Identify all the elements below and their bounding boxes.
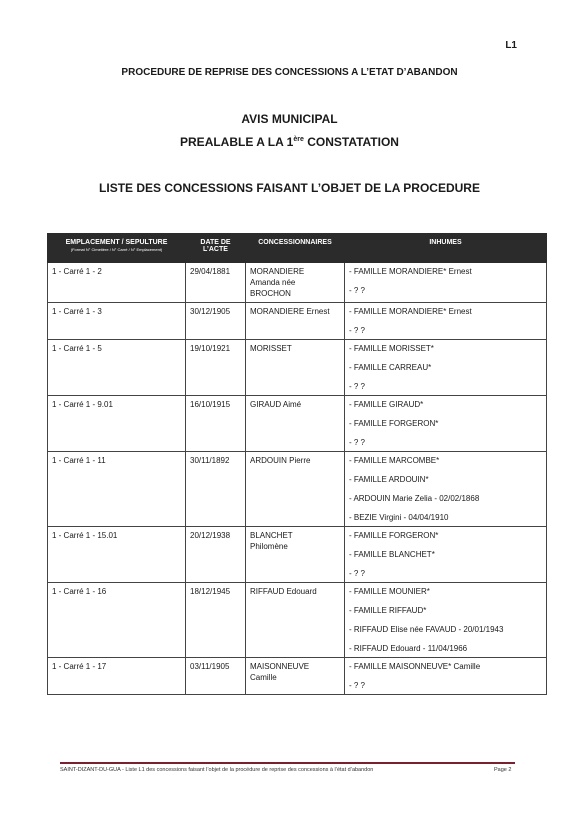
concessionnaire-line: RIFFAUD Edouard: [250, 587, 317, 596]
cell-emplacement: [48, 263, 186, 303]
inhume-line: - ? ?: [349, 438, 366, 447]
inhume-line: - FAMILLE MORANDIERE* Ernest: [349, 307, 472, 316]
cell-date: [186, 583, 246, 658]
cell-inhumes: [345, 658, 547, 695]
cell-concessionnaire: [246, 527, 345, 583]
notice-subtitle: [0, 135, 579, 149]
table-row: [48, 527, 547, 583]
inhume-line: - FAMILLE CARREAU*: [349, 363, 432, 372]
cell-concessionnaire: [246, 452, 345, 527]
footer-rule: [60, 762, 515, 764]
concessionnaire-line: BLANCHET: [250, 531, 293, 540]
cell-date: [186, 527, 246, 583]
inhume-line: - ? ?: [349, 569, 366, 578]
emplacement-value: 1 - Carré 1 - 17: [52, 662, 107, 671]
concessionnaire-line: MORISSET: [250, 344, 292, 353]
concessionnaire-line: Philomène: [250, 542, 288, 551]
concessionnaire-line: Camille: [250, 673, 277, 682]
cell-inhumes: [345, 396, 547, 452]
inhume-line: - RIFFAUD Edouard - 11/04/1966: [349, 644, 468, 653]
cell-emplacement: [48, 303, 186, 340]
list-title: LISTE DES CONCESSIONS FAISANT L’OBJET DE LA PROCEDURE: [99, 181, 480, 195]
header-emplacement-format: (Format N° Cimetière / N° Carré / N° Emplacement): [70, 247, 163, 252]
table-body: [48, 263, 547, 695]
cell-concessionnaire: [246, 340, 345, 396]
emplacement-value: 1 - Carré 1 - 16: [52, 587, 107, 596]
footer-page-number: Page 2: [494, 767, 512, 773]
concessionnaire-line: BROCHON: [250, 289, 291, 298]
concessionnaire-line: GIRAUD Aimé: [250, 400, 302, 409]
emplacement-value: 1 - Carré 1 - 3: [52, 307, 102, 316]
cell-inhumes: [345, 303, 547, 340]
cell-emplacement: [48, 340, 186, 396]
concessionnaire-line: MAISONNEUVE: [250, 662, 310, 671]
inhume-line: - FAMILLE BLANCHET*: [349, 550, 435, 559]
cell-date: [186, 263, 246, 303]
inhume-line: - FAMILLE ARDOUIN*: [349, 475, 429, 484]
cell-inhumes: [345, 583, 547, 658]
date-value: 20/12/1938: [190, 531, 231, 540]
inhume-line: - FAMILLE MAISONNEUVE* Camille: [349, 662, 481, 671]
inhume-line: - FAMILLE MORISSET*: [349, 344, 434, 353]
concessionnaire-line: Amanda née: [250, 278, 296, 287]
cell-concessionnaire: [246, 583, 345, 658]
concessions-table: [47, 233, 547, 695]
cell-emplacement: [48, 583, 186, 658]
inhume-line: - FAMILLE MOUNIER*: [349, 587, 430, 596]
cell-emplacement: [48, 452, 186, 527]
date-value: 30/11/1892: [190, 456, 230, 465]
cell-date: [186, 303, 246, 340]
cell-concessionnaire: [246, 396, 345, 452]
inhume-line: - ? ?: [349, 681, 366, 690]
cell-date: [186, 452, 246, 527]
inhume-line: - ? ?: [349, 382, 366, 391]
cell-date: [186, 658, 246, 695]
notice-title: AVIS MUNICIPAL: [241, 112, 338, 126]
table-row: [48, 583, 547, 658]
inhume-line: - FAMILLE RIFFAUD*: [349, 606, 427, 615]
header-concessionnaires: CONCESSIONNAIRES: [246, 234, 345, 263]
inhume-line: - FAMILLE MORANDIERE* Ernest: [349, 267, 472, 276]
header-emplacement-label: EMPLACEMENT / SEPULTURE: [65, 239, 168, 246]
emplacement-value: 1 - Carré 1 - 15.01: [52, 531, 118, 540]
inhume-line: - FAMILLE GIRAUD*: [349, 400, 424, 409]
header-date: DATE DE L’ACTE: [186, 234, 246, 263]
inhume-line: - RIFFAUD Elise née FAVAUD - 20/01/1943: [349, 625, 504, 634]
cell-concessionnaire: [246, 303, 345, 340]
cell-concessionnaire: [246, 658, 345, 695]
emplacement-value: 1 - Carré 1 - 11: [52, 456, 106, 465]
subtitle-ordinal: ère: [293, 136, 304, 143]
cell-inhumes: [345, 527, 547, 583]
table-row: [48, 658, 547, 695]
inhume-line: - FAMILLE FORGERON*: [349, 531, 439, 540]
emplacement-value: 1 - Carré 1 - 9.01: [52, 400, 113, 409]
subtitle-part-2: CONSTATATION: [303, 135, 399, 149]
date-value: 16/10/1915: [190, 400, 231, 409]
footer-text: SAINT-DIZANT-DU-GUA - Liste L1 des concessions faisant l’objet de la procédure de reprise des concessions à l’état d’abandon: [60, 767, 374, 773]
inhume-line: - FAMILLE FORGERON*: [349, 419, 439, 428]
subtitle-part-1: PREALABLE A LA 1: [180, 135, 294, 149]
emplacement-value: 1 - Carré 1 - 2: [52, 267, 102, 276]
cell-date: [186, 396, 246, 452]
inhume-line: - BEZIE Virgini - 04/04/1910: [349, 513, 449, 522]
inhume-line: - ? ?: [349, 286, 366, 295]
concessionnaire-line: ARDOUIN Pierre: [250, 456, 311, 465]
table-header-row: [48, 234, 547, 263]
page-code: L1: [505, 40, 517, 51]
emplacement-value: 1 - Carré 1 - 5: [52, 344, 102, 353]
inhume-line: - ARDOUIN Marie Zelia - 02/02/1868: [349, 494, 480, 503]
header-inhumes: INHUMES: [345, 234, 547, 263]
date-value: 03/11/1905: [190, 662, 230, 671]
header-emplacement: [48, 234, 186, 263]
cell-concessionnaire: [246, 263, 345, 303]
concessionnaire-line: MORANDIERE Ernest: [250, 307, 330, 316]
date-value: 19/10/1921: [190, 344, 231, 353]
date-value: 29/04/1881: [190, 267, 231, 276]
date-value: 30/12/1905: [190, 307, 231, 316]
cell-date: [186, 340, 246, 396]
table-row: [48, 396, 547, 452]
table-row: [48, 263, 547, 303]
table-row: [48, 452, 547, 527]
cell-inhumes: [345, 340, 547, 396]
cell-emplacement: [48, 527, 186, 583]
cell-emplacement: [48, 658, 186, 695]
cell-emplacement: [48, 396, 186, 452]
cell-inhumes: [345, 452, 547, 527]
procedure-header: PROCEDURE DE REPRISE DES CONCESSIONS A L’ETAT D’ABANDON: [121, 67, 458, 78]
inhume-line: - ? ?: [349, 326, 366, 335]
date-value: 18/12/1945: [190, 587, 231, 596]
inhume-line: - FAMILLE MARCOMBE*: [349, 456, 440, 465]
table-row: [48, 303, 547, 340]
cell-inhumes: [345, 263, 547, 303]
concessionnaire-line: MORANDIERE: [250, 267, 305, 276]
table-row: [48, 340, 547, 396]
